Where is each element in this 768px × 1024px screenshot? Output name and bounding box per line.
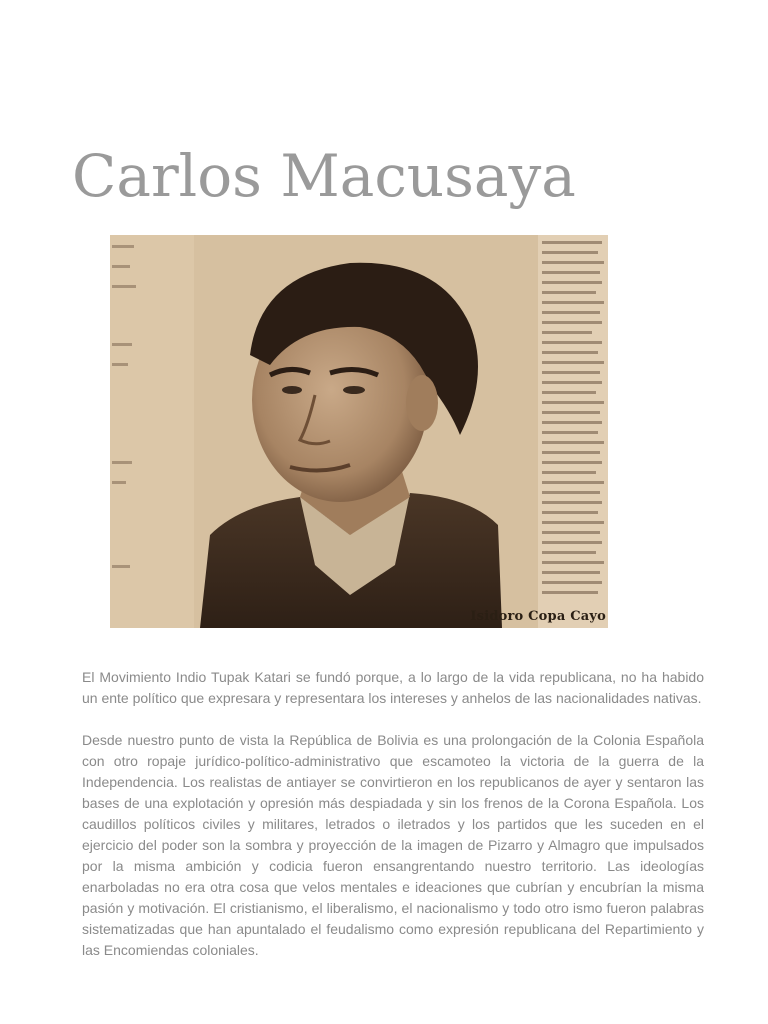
portrait-photo	[110, 235, 608, 628]
body-text	[82, 667, 704, 982]
paragraph: Desde nuestro punto de vista la República de Bolivia es una prolongación de la Colonia Española con otro ropaje jurídico-político-administrativo que escamoteo la victoria de la guerra de la Independencia. Los realistas de antiayer se convirtieron en los republicanos de ayer y sentaron las bases de una explotación y opresión más despiadada y sin los frenos de la Corona Española. Los caudillos políticos civiles y militares, letrados o iletrados y los partidos que les suceden en el ejercicio del poder son la sombra y proyección de la imagen de Pizarro y Almagro que impulsados por la misma ambición y codicia fueron ensangrentando nuestro territorio. Las ideologías enarboladas no era otra cosa que velos mentales e ideaciones que cubrían y encubrían la misma pasión y motivación. El cristianismo, el liberalismo, el nacionalismo y todo otro ismo fueron palabras sistematizadas que han apuntalado el feudalismo como expresión republicana del Repartimiento y las Encomiendas coloniales.	[82, 732, 704, 958]
paragraph: El Movimiento Indio Tupak Katari se fundó porque, a lo largo de la vida republicana, no ha habido un ente político que expresara y representara los intereses y anhelos de las nacionalidades nativas.	[82, 669, 704, 706]
page-title: Carlos Macusaya	[72, 142, 576, 210]
photo-caption: Isidoro Copa Cayo	[470, 609, 606, 624]
